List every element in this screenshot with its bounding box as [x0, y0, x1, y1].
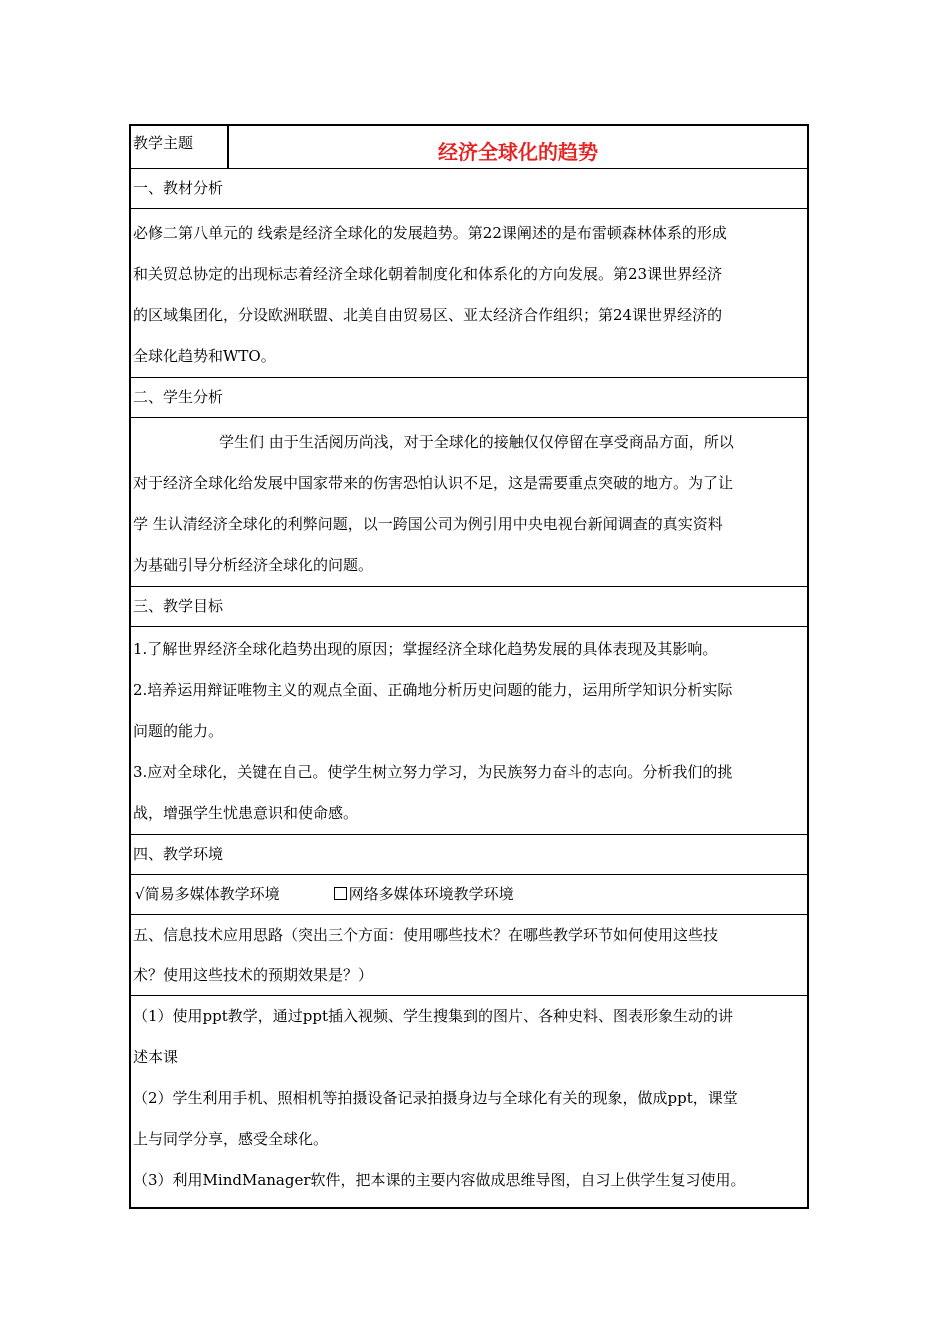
student-analysis-heading: 二、学生分析 — [131, 378, 807, 418]
heading-line: 五、信息技术应用思路（突出三个方面：使用哪些技术？在哪些教学环节如何使用这些技 — [133, 926, 719, 944]
it-line: 述本课 — [133, 1048, 179, 1066]
it-line: （3）利用MindManager软件，把本课的主要内容做成思维导图，自习上供学生复习使用。 — [133, 1171, 746, 1189]
teaching-goals-heading: 三、教学目标 — [131, 587, 807, 627]
it-line: （1）使用ppt教学，通过ppt插入视频、学生搜集到的图片、各种史料、图表形象生动的讲 — [133, 1007, 734, 1025]
environment-options — [131, 875, 807, 915]
environment-option-simple[interactable] — [135, 875, 280, 914]
option-label: 简易多媒体教学环境 — [144, 885, 280, 903]
topic-label: 教学主题 — [131, 126, 229, 168]
goal-line: 问题的能力。 — [133, 722, 224, 740]
title-row — [131, 126, 807, 169]
it-application-body — [131, 996, 807, 1207]
text-line: 学生们 由于生活阅历尚浅，对于全球化的接触仅仅停留在享受商品方面，所以 — [219, 433, 734, 451]
text-line: 对于经济全球化给发展中国家带来的伤害恐怕认识不足，这是需要重点突破的地方。为了让 — [133, 474, 734, 492]
option-label: 网络多媒体环境教学环境 — [348, 885, 514, 903]
checkbox-icon — [334, 887, 347, 900]
teaching-goals-body — [131, 627, 807, 835]
textbook-analysis-body — [131, 209, 807, 378]
text-line: 必修二第八单元的 线索是经济全球化的发展趋势。第22课阐述的是布雷顿森林体系的形成 — [133, 224, 727, 242]
text-line: 学 生认清经济全球化的利弊问题，以一跨国公司为例引用中央电视台新闻调查的真实资料 — [133, 515, 723, 533]
text-line: 和关贸总协定的出现标志着经济全球化朝着制度化和体系化的方向发展。第23课世界经济 — [133, 265, 723, 283]
text-line: 全球化趋势和WTO。 — [133, 347, 276, 365]
goal-line: 战，增强学生忧患意识和使命感。 — [133, 804, 359, 822]
lesson-plan-table — [129, 124, 809, 1209]
it-line: 上与同学分享，感受全球化。 — [133, 1130, 329, 1148]
text-line: 为基础引导分析经济全球化的问题。 — [133, 556, 374, 574]
goal-line: 2.培养运用辩证唯物主义的观点全面、正确地分析历史问题的能力，运用所学知识分析实际 — [133, 681, 733, 699]
heading-line: 术？使用这些技术的预期效果是？） — [133, 966, 374, 984]
checkmark-icon: √ — [135, 885, 145, 903]
environment-option-network[interactable] — [334, 875, 514, 914]
it-application-heading — [131, 915, 807, 996]
goal-line: 1.了解世界经济全球化趋势出现的原因；掌握经济全球化趋势发展的具体表现及其影响。 — [133, 640, 718, 658]
student-analysis-body — [131, 418, 807, 587]
it-line: （2）学生利用手机、照相机等拍摄设备记录拍摄身边与全球化有关的现象，做成ppt，课堂 — [133, 1089, 738, 1107]
page-title: 经济全球化的趋势 — [438, 140, 598, 164]
text-line: 的区域集团化，分设欧洲联盟、北美自由贸易区、亚太经济合作组织；第24课世界经济的 — [133, 306, 723, 324]
textbook-analysis-heading: 一、教材分析 — [131, 169, 807, 209]
goal-line: 3.应对全球化，关键在自己。使学生树立努力学习，为民族努力奋斗的志向。分析我们的挑 — [133, 763, 733, 781]
teaching-environment-heading: 四、教学环境 — [131, 835, 807, 875]
